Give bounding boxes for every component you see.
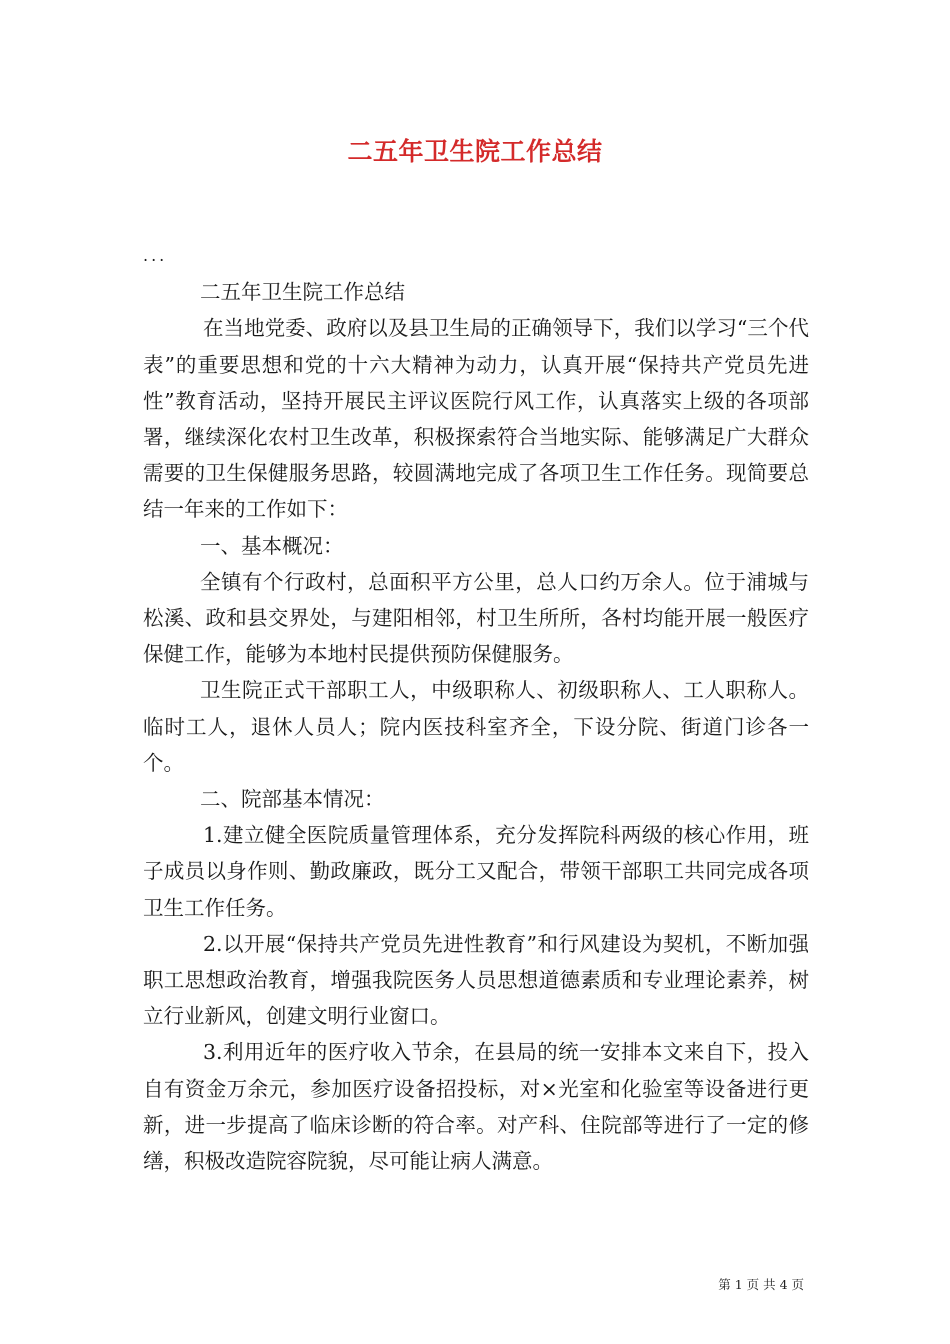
page-number: 第 1 页 共 4 页 — [718, 1277, 804, 1292]
paragraph-intro: 在当地党委、政府以及县卫生局的正确领导下，我们以学习“三个代表”的重要思想和党的十六大精神为动力，认真开展“保持共产党员先进性”教育活动，坚持开展民主评议医院行风工作，认真落实上级的各项部署，继续深化农村卫生改革，积极探索符合当地实际、能够满足广大群众需要的卫生保健服务思路，较圆满地完成了各项卫生工作任务。现简要总结一年来的工作如下： — [143, 316, 809, 522]
document-subtitle: 二五年卫生院工作总结 — [200, 280, 405, 305]
document-body — [143, 238, 809, 1179]
paragraph-item-2: 2.以开展“保持共产党员先进性教育”和行风建设为契机，不断加强职工思想政治教育，增强我院医务人员思想道德素质和专业理论素养，树立行业新风，创建文明行业窗口。 — [143, 931, 809, 1029]
section-heading-overview: 一、基本概况： — [200, 533, 344, 558]
paragraph-item-1: 1.建立健全医院质量管理体系，充分发挥院科两级的核心作用，班子成员以身作则、勤政廉政，既分工又配合，带领干部职工共同完成各项卫生工作任务。 — [143, 823, 809, 920]
paragraph-item-3: 3.利用近年的医疗收入节余，在县局的统一安排本文来自下，投入自有资金万余元，参加医疗设备招投标，对×光室和化验室等设备进行更新，进一步提高了临床诊断的符合率。对产科、住院部等进行了一定的修缮，积极改造院容院貌，尽可能让病人满意。 — [143, 1040, 809, 1174]
section-heading-hospital: 二、院部基本情况： — [200, 787, 385, 812]
paragraph-overview-staff: 卫生院正式干部职工人，中级职称人、初级职称人、工人职称人。临时工人，退休人员人；院内医技科室齐全，下设分院、街道门诊各一个。 — [143, 678, 809, 775]
ellipsis-marker: ... — [143, 246, 168, 265]
paragraph-overview-town: 全镇有个行政村，总面积平方公里，总人口约万余人。位于浦城与松溪、政和县交界处，与建阳相邻，村卫生所所，各村均能开展一般医疗保健工作，能够为本地村民提供预防保健服务。 — [143, 569, 809, 667]
document-title: 二五年卫生院工作总结 — [347, 137, 603, 166]
